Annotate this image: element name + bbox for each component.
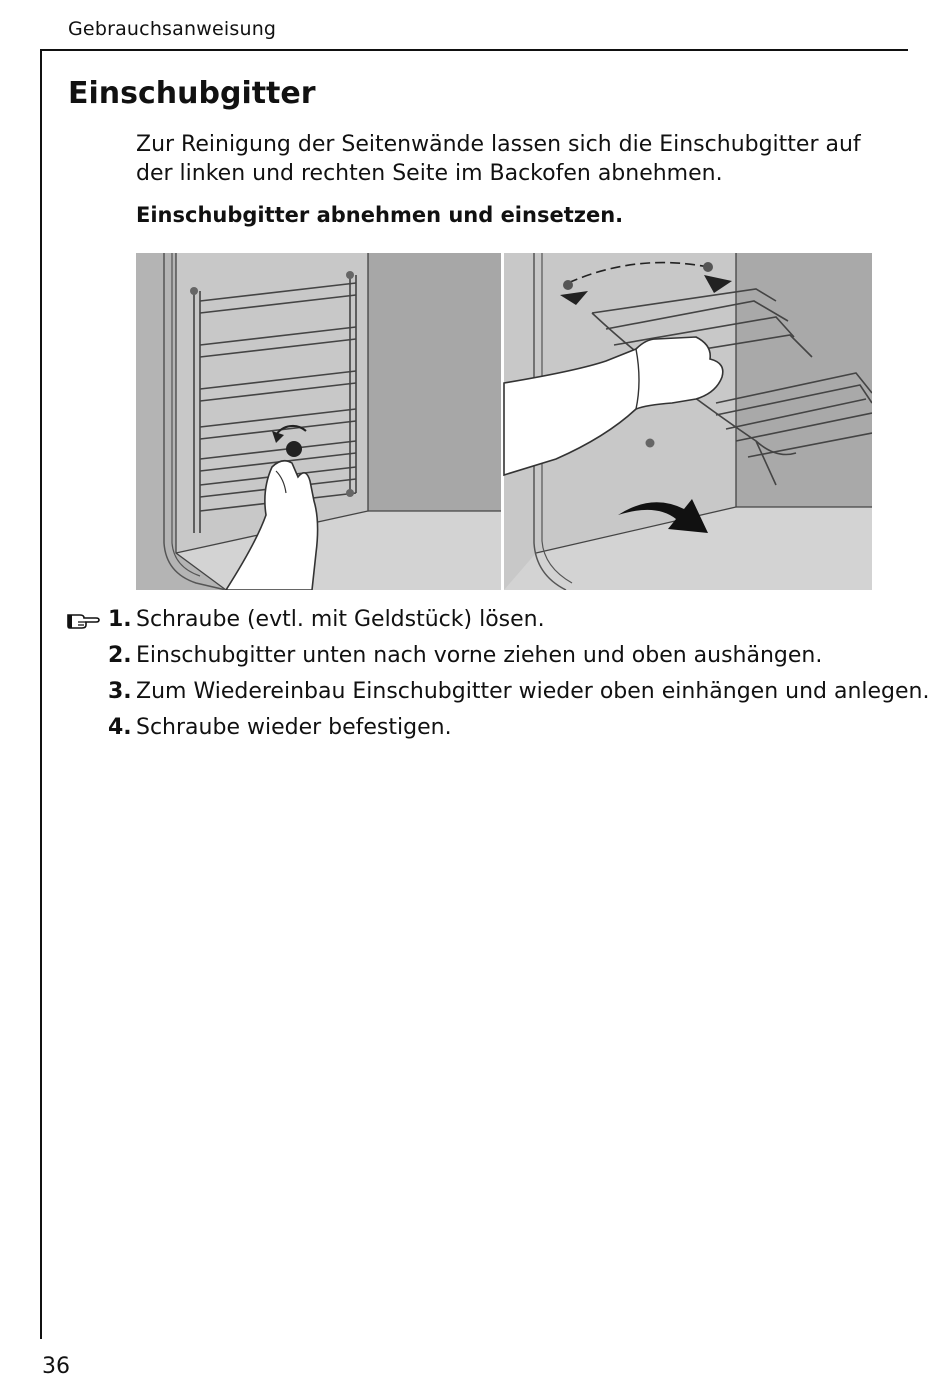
header-divider <box>40 49 908 51</box>
left-panel-screw-illustration <box>136 253 501 590</box>
step-item <box>0 640 950 676</box>
step-number: 1. <box>108 607 132 632</box>
page-number: 36 <box>42 1354 70 1379</box>
step-item <box>0 604 950 640</box>
step-number: 2. <box>108 643 132 668</box>
subheading: Einschubgitter abnehmen und einsetzen. <box>136 203 624 227</box>
step-text: Schraube (evtl. mit Geldstück) lösen. <box>136 607 545 632</box>
step-text: Einschubgitter unten nach vorne ziehen und oben aushängen. <box>136 643 823 668</box>
step-text: Schraube wieder befestigen. <box>136 715 452 740</box>
step-number: 4. <box>108 715 132 740</box>
header-section-title: Gebrauchsanweisung <box>68 18 277 40</box>
step-item <box>0 676 950 712</box>
step-text: Zum Wiedereinbau Einschubgitter wieder oben einhängen und anlegen. <box>136 679 930 704</box>
instruction-illustration <box>136 253 872 590</box>
step-item <box>0 712 950 748</box>
right-panel-removal-illustration <box>504 253 872 590</box>
intro-paragraph: Zur Reinigung der Seitenwände lassen sich die Einschubgitter auf der linken und rechten Seite im Backofen abnehmen. <box>136 132 861 186</box>
pointing-hand-icon <box>66 610 100 630</box>
instruction-steps <box>0 604 950 748</box>
page-title: Einschubgitter <box>68 76 316 111</box>
step-number: 3. <box>108 679 132 704</box>
